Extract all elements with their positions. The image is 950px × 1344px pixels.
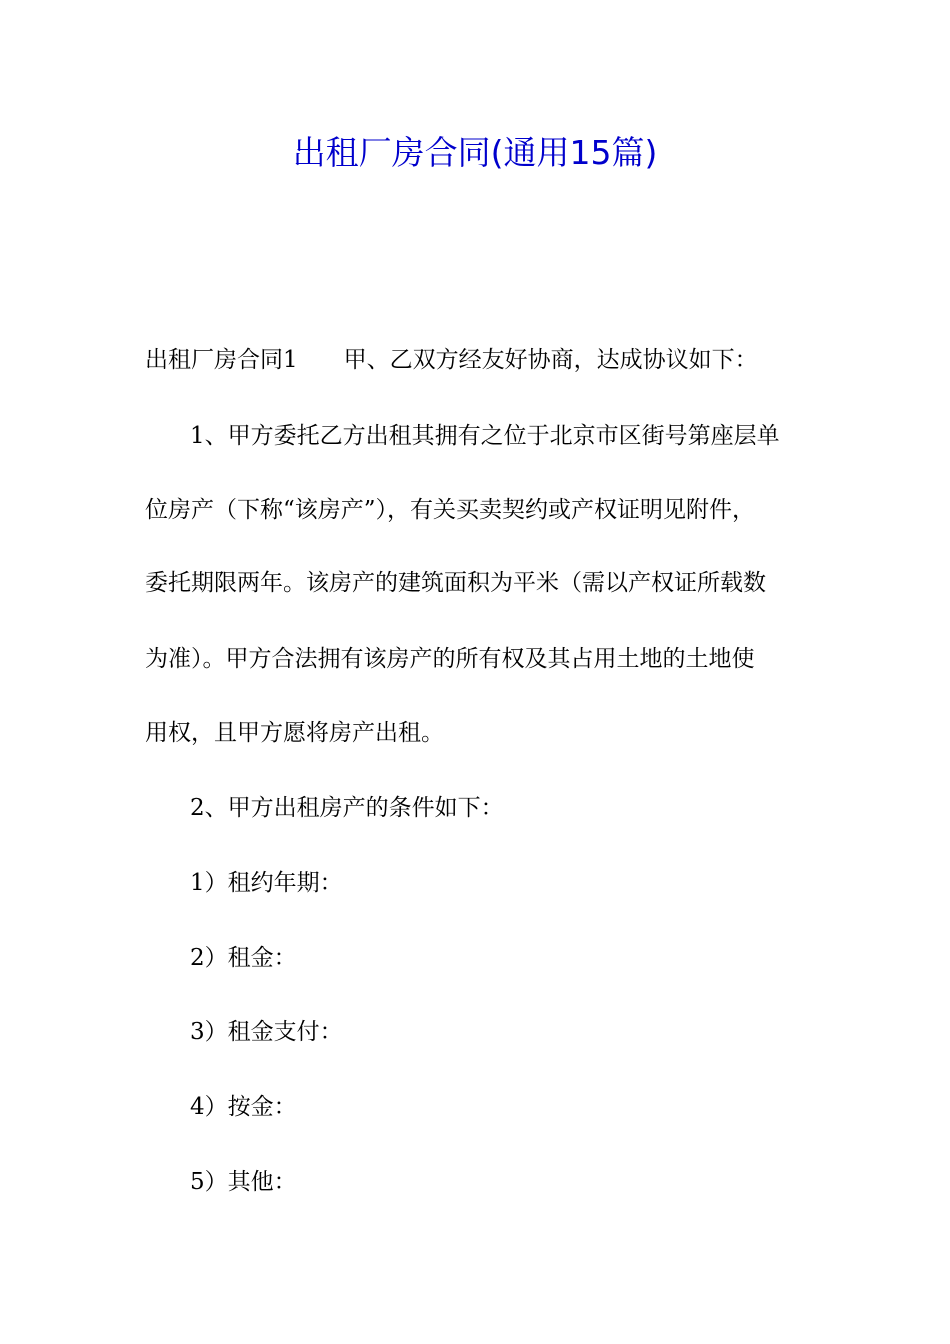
clause-1-line-1: 1、甲方委托乙方出租其拥有之位于北京市区街号第座层单: [190, 423, 780, 449]
clause-2: 2、甲方出租房产的条件如下：: [190, 795, 504, 821]
clause-1-line-4: 为准）。甲方合法拥有该房产的所有权及其占用土地的土地使: [145, 646, 755, 672]
clause-1-line-3: 委托期限两年。该房产的建筑面积为平米（需以产权证所载数: [145, 570, 766, 596]
document-title: 出租厂房合同(通用15篇): [292, 133, 658, 172]
intro-line: [145, 344, 758, 376]
condition-item: 5）其他：: [190, 1169, 297, 1195]
condition-item: 3）租金支付：: [190, 1019, 343, 1045]
section-heading: 出租厂房合同1: [145, 347, 298, 373]
condition-item: 4）按金：: [190, 1094, 297, 1120]
condition-item: 1）租约年期：: [190, 870, 343, 896]
intro-text: 甲、乙双方经友好协商，达成协议如下：: [343, 347, 758, 373]
clause-1-line-5: 用权，且甲方愿将房产出租。: [145, 720, 444, 746]
clause-1-line-2: 位房产（下称“该房产”），有关买卖契约或产权证明见附件，: [145, 497, 756, 523]
condition-item: 2）租金：: [190, 945, 297, 971]
